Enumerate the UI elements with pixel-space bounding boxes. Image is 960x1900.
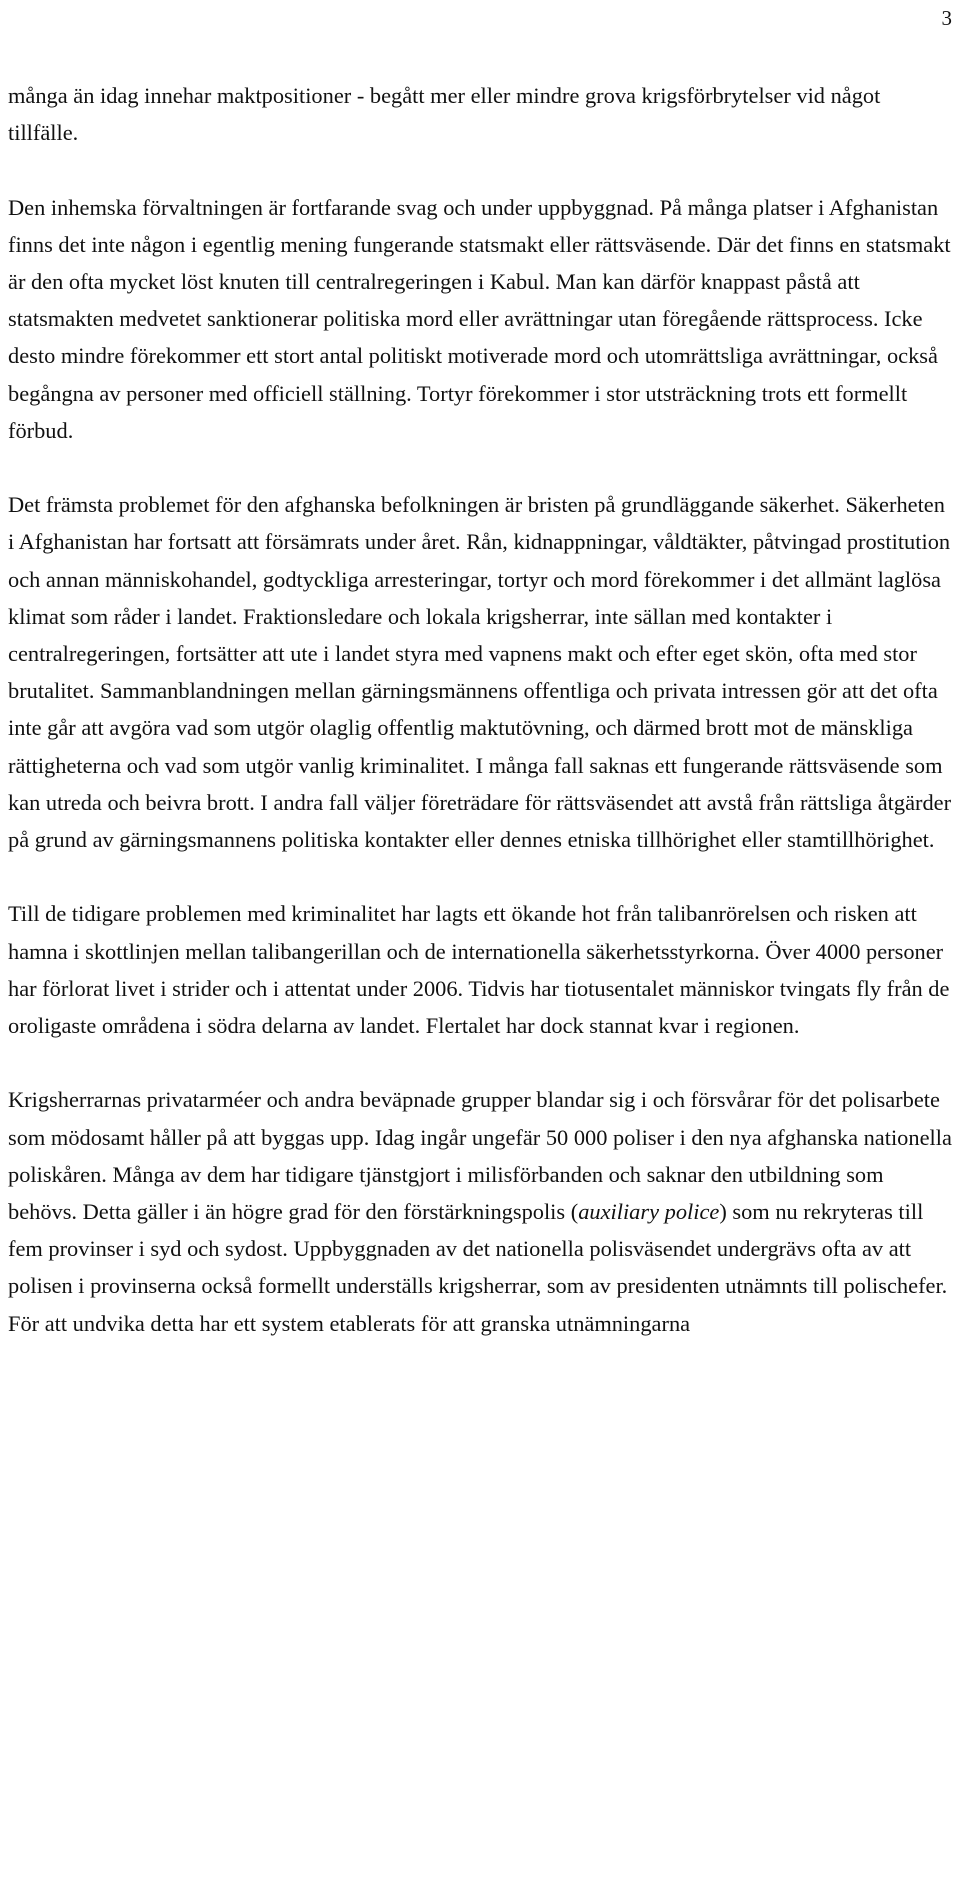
paragraph: Till de tidigare problemen med kriminalitet har lagts ett ökande hot från talibanrörelsen och risken att hamna i skottlinjen mellan talibangerillan och de internationella säkerhetsstyrkorna. Över 4000 personer har förlorat livet i strider och i attentat under 2006. Tidvis har tiotusentalet människor tvingats fly från de oroligaste områdena i södra delarna av landet. Flertalet har dock stannat kvar i regionen. — [8, 901, 950, 1039]
paragraph: Det främsta problemet för den afghanska befolkningen är bristen på grundläggande säkerhet. Säkerheten i Afghanistan har fortsatt att försämrats under året. Rån, kidnappningar, våldtäkter, påtvingad prostitution och annan människohandel, godtyckliga arresteringar, tortyr och mord förekommer i det allmänt laglösa klimat som råder i landet. Fraktionsledare och lokala krigsherrar, inte sällan med kontakter i centralregeringen, fortsätter att ute i landet styra med vapnens makt och efter eget skön, ofta med stor brutalitet. Sammanblandningen mellan gärningsmännens offentliga och privata intressen gör att det ofta inte går att avgöra vad som utgör olaglig offentlig maktutövning, och därmed brott mot de mänskliga rättigheterna och vad som utgör vanlig kriminalitet. I många fall saknas ett fungerande rättsväsende som kan utreda och beivra brott. I andra fall väljer företrädare för rättsväsendet att avstå från rättsliga åtgärder på grund av gärningsmannens politiska kontakter eller dennes etniska tillhörighet eller stamtillhörighet. — [8, 492, 952, 853]
page-number: 3 — [941, 6, 952, 30]
italic-term: auxiliary police — [578, 1199, 720, 1225]
paragraph — [8, 1081, 953, 1341]
paragraph-text: ) som nu rekryteras till fem provinser i syd och sydost. Uppbyggnaden av det nationella polisväsendet undergrävs ofta av att polisen i provinserna också formellt underställs krigsherrar, som av presidenten utnämnts till polischefer. För att undvika detta har ett system etablerats för att granska utnämningarna — [8, 1199, 948, 1336]
paragraph-text: Krigsherrarnas privatarméer och andra beväpnade grupper blandar sig i och försvårar för det polisarbete som mödosamt håller på att byggas upp. Idag ingår ungefär 50 000 poliser i den nya afghanska nationella poliskåren. Många av dem har tidigare tjänstgjort i milisförbanden och saknar den utbildning som behövs. Detta gäller i än högre grad för den förstärkningspolis ( — [8, 1087, 952, 1225]
paragraph: Den inhemska förvaltningen är fortfarande svag och under uppbyggnad. På många platser i Afghanistan finns det inte någon i egentlig mening fungerande statsmakt eller rättsväsende. Där det finns en statsmakt är den ofta mycket löst knuten till centralregeringen i Kabul. Man kan därför knappast påstå att statsmakten medvetet sanktionerar politiska mord eller avrättningar utan föregående rättsprocess. Icke desto mindre förekommer ett stort antal politiskt motiverade mord och utomrättsliga avrättningar, också begångna av personer med officiell ställning. Tortyr förekommer i stor utsträckning trots ett formellt förbud. — [8, 194, 951, 443]
paragraph: många än idag innehar maktpositioner - begått mer eller mindre grova krigsförbrytelser vid något tillfälle. — [8, 83, 881, 146]
document-body — [8, 77, 953, 1342]
